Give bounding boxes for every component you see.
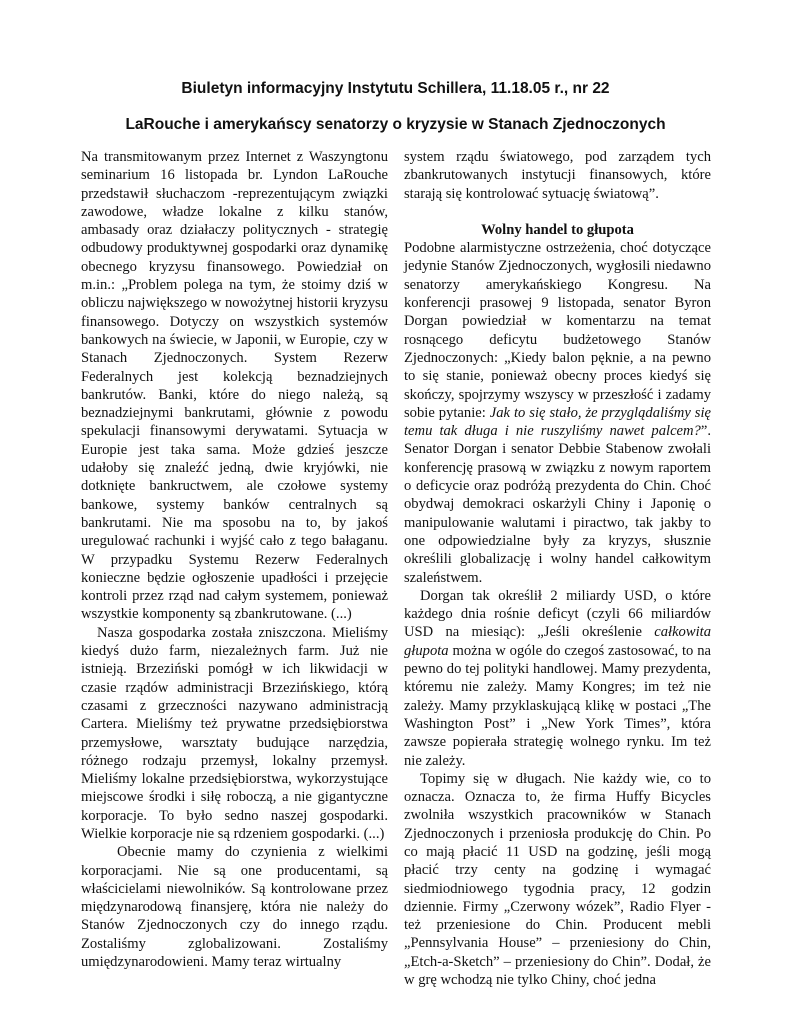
paragraph bbox=[404, 239, 711, 587]
section-heading: Wolny handel to głupota bbox=[481, 221, 634, 238]
paragraph: Topimy się w długach. Nie każdy wie, co to oznacza. Oznacza to, że firma Huffy Bicycles zwolniła wszystkich pracowników w Stanach Zjednoczonych i przeniosła produkcję do Chin. Po co mają płacić 11 USD na godzinę, jeśli mogą płacić trzy centy na godzinę i wymagać siedmiodniowego tygodnia pracy, 12 godzin dziennie. Firmy „Czerwony wózek”, Radio Flyer - też przeniesione do Chin. Producent mebli „Pennsylvania House” – przeniesiony do Chin, „Etch-a-Sketch” – przeniesiony do Chin”. Dodał, że w grę wchodzą nie tylko Chiny, choć jedna bbox=[404, 770, 711, 989]
italic-quote: Jak to się stało, że przyglądaliśmy się temu tak długa i nie ruszyliśmy nawet palcem? bbox=[404, 404, 711, 440]
right-column bbox=[404, 148, 711, 989]
bulletin-header: Biuletyn informacyjny Instytutu Schillera, 11.18.05 r., nr 22 bbox=[181, 80, 610, 97]
left-column bbox=[81, 148, 388, 971]
paragraph: Nasza gospodarka została zniszczona. Mieliśmy kiedyś dużo farm, niezależnych farm. Już nie istnieją. Brzeziński pomógł w ich likwidacji w czasie rządów administracji Brzezińskiego, którą czasami z grzeczności nazywano administracją Cartera. Mieliśmy też prywatne przedsiębiorstwa przemysłowe, warsztaty budujące narzędzia, różnego rodzaju przemysł, lokalny przemysł. Mieliśmy lokalne przedsiębiorstwa, wykorzystujące miejscowe środki i siłę roboczą, a nie gigantyczne korporacje. To było sedno naszej gospodarki. Wielkie korporacje nie są rdzeniem gospodarki. (...) bbox=[81, 624, 388, 842]
paragraph bbox=[404, 587, 711, 770]
text-run: można w ogóle do czegoś zastosować, to na pewno do tej polityki handlowej. Mamy prezydenta, któremu nie zależy. Mamy Kongres; im też nie zależy. Mamy przyklaskującą klikę w postaci „The Washington Post” i „New York Times”, która zawsze popierała strategię wolnego rynku. Im też nie zależy. bbox=[404, 642, 711, 769]
italic-phrase: całkowita głupota bbox=[404, 624, 711, 659]
paragraph: Na transmitowanym przez Internet z Waszyngtonu seminarium 16 listopada br. Lyndon LaRouche przedstawił słuchaczom -reprezentującym związki zawodowe, władze lokalne z kilku stanów, ambasady oraz działaczy politycznych - strategię odbudowy produktywnej gospodarki oraz dynamikę obecnego kryzysu finansowego. Powiedział on m.in.: „Problem polega na tym, że stoimy dziś w obliczu największego w nowożytnej historii kryzysu finansowego. Dotyczy on wszystkich systemów bankowych na świecie, w Japonii, w Europie, czy w Stanach Zjednoczonych. System Rezerw Federalnych jest kolekcją beznadziejnych bankrutów. Banki, które do niego należą, są beznadziejnymi bankrutami, głównie z powodu spekulacji finansowymi derywatami. Sytuacja w Europie jest taka sama. Może gdzieś jeszcze udałoby się znaleźć jedną, dwie kryjówki, nie dotknięte bankructwem, ale czołowe systemy bankowe, systemy banków centralnych są bankrutami. Nie ma sposobu na to, by jakoś uregulować rachunki i wyjść cało z tego bałaganu. W przypadku Systemu Rezerw Federalnych konieczne będzie ogłoszenie upadłości i przejęcie kontroli przez rząd nad całym systemem, ponieważ wszystkie komponenty są zbankrutowane. (...) bbox=[81, 149, 388, 623]
text-run: Podobne alarmistyczne ostrzeżenia, choć dotyczące jedynie Stanów Zjednoczonych, wygłosili niedawno senatorzy amerykańskiego Kongresu. Na konferencji prasowej 9 listopada, senator Byron Dorgan powiedział w komentarzu na temat rosnącego deficytu budżetowego Stanów Zjednoczonych: „Kiedy balon pęknie, a na pewno to się stanie, ponieważ obecny proces kiedyś się skończy, spojrzymy wszyscy w przeszłość i zadamy sobie pytanie: bbox=[404, 240, 711, 421]
paragraph: Obecnie mamy do czynienia z wielkimi korporacjami. Nie są one producentami, są właścicielami niewolników. Są kontrolowane przez międzynarodową finansjerę, która nie należy do Stanów Zjednoczonych czy do innego rządu. Zostaliśmy zglobalizowani. Zostaliśmy umiędzynarodowieni. Mamy teraz wirtualny bbox=[81, 844, 388, 971]
paragraph: system rządu światowego, pod zarządem tych zbankrutowanych instytucji finansowych, które starają się kontrolować sytuację światową”. bbox=[404, 149, 711, 202]
text-run: Dorgan tak określił 2 miliardy USD, o które każdego dnia rośnie deficyt (czyli 66 miliardów USD na miesiąc): „Jeśli określenie bbox=[404, 587, 711, 641]
article-title: LaRouche i amerykańscy senatorzy o kryzysie w Stanach Zjednoczonych bbox=[125, 116, 666, 133]
text-run: ”. Senator Dorgan i senator Debbie Stabenow zwołali konferencję prasową w związku z nowym raportem o deficycie oraz podróżą prezydenta do Chin. Choć obydwaj demokraci oskarżyli Chiny i Japonię o manipulowanie walutami i piractwo, tak jakby to one odpowiedzialne były za kryzys, słusznie określili globalizację i wolny handel całkowitym szaleństwem. bbox=[404, 423, 711, 586]
